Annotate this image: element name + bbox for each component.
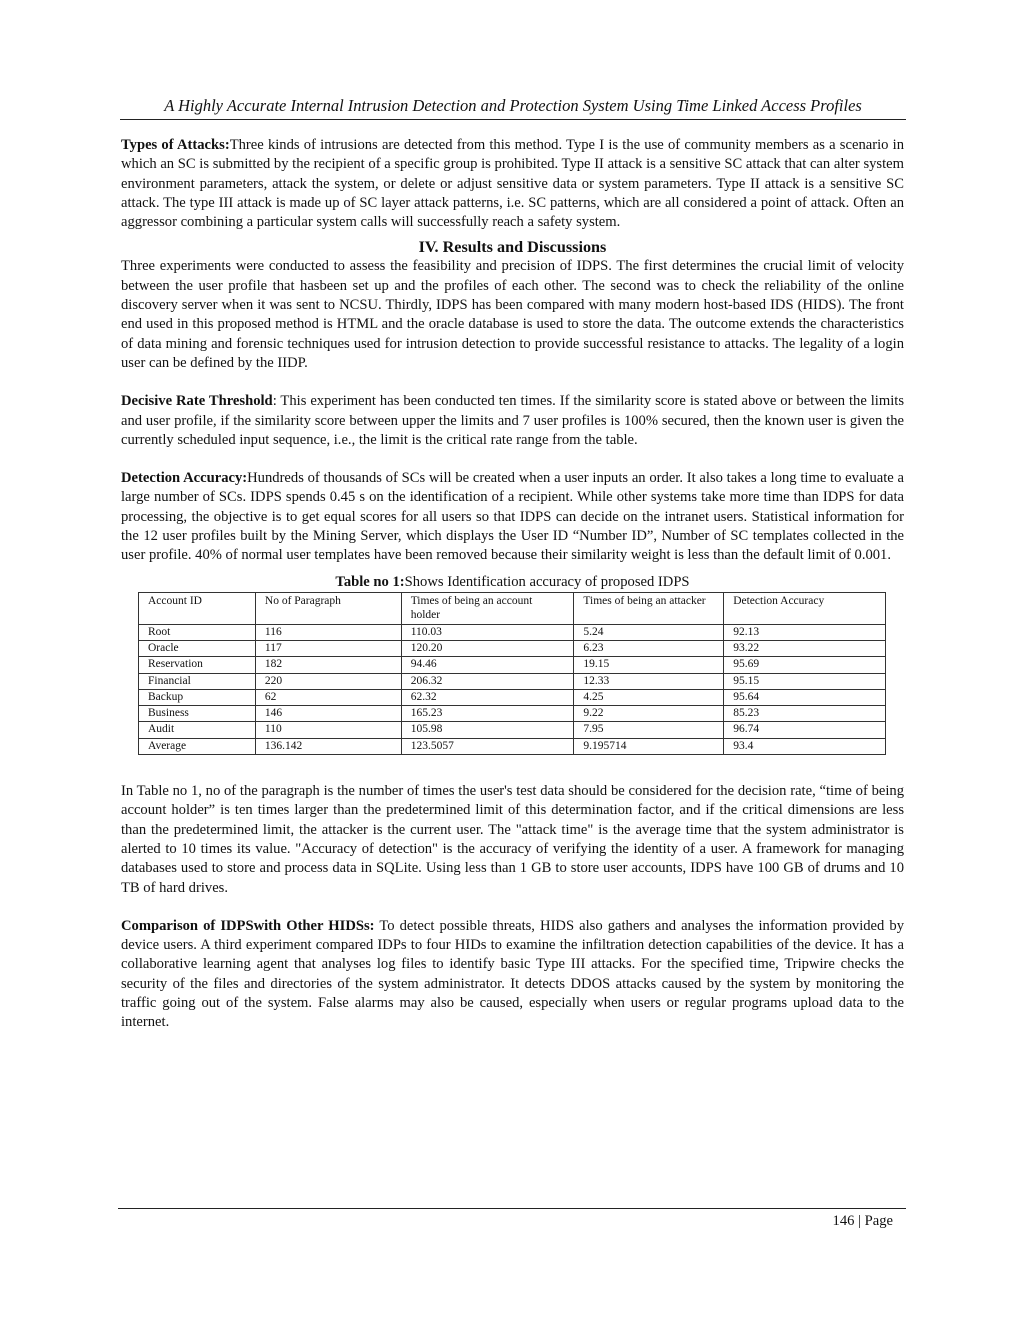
table-cell: 96.74 [724,722,886,738]
results-heading: IV. Results and Discussions [418,238,607,257]
table-cell: 120.20 [401,640,574,656]
table-cell: Oracle [139,640,256,656]
table-cell: 93.4 [724,738,886,754]
table-row [139,689,886,705]
table-cell: 85.23 [724,706,886,722]
table-cell: 62 [255,689,401,705]
detection-accuracy-paragraph [121,469,904,565]
table-row [139,640,886,656]
table-cell: 6.23 [574,640,724,656]
column-header: Times of being an attacker [574,592,724,624]
table-caption [121,573,904,592]
table-cell: 4.25 [574,689,724,705]
table-cell: 110.03 [401,624,574,640]
table-cell: Reservation [139,657,256,673]
table-row [139,624,886,640]
decisive-rate-paragraph [121,392,904,450]
table-cell: 19.15 [574,657,724,673]
table-cell: Audit [139,722,256,738]
table-cell: 105.98 [401,722,574,738]
detection-accuracy-text: Hundreds of thousands of SCs will be created when a user inputs an order. It also takes a long time to evaluate a large number of SCs. IDPS spends 0.45 s on the identification of a recipient. While other systems take more time than IDPS for data processing, the objective is to get equal scores for all users so that IDPS can decide on the intranet users. Statistical information for the 12 user profiles built by the Mining Server, which displays the User ID “Number ID”, Number of SC templates collected in the user profile. 40% of normal user templates have been removed because their similarity weight is less than the default limit of 0.001. [121,470,904,564]
page-body [121,136,904,1033]
header-divider [120,119,906,120]
table-cell: 92.13 [724,624,886,640]
comparison-label: Comparison of IDPSwith Other HIDSs: [121,917,375,934]
table-cell: Business [139,706,256,722]
table-caption-text: Shows Identification accuracy of proposed IDPS [404,573,690,590]
decisive-rate-label: Decisive Rate Threshold [121,393,273,410]
table-cell: 93.22 [724,640,886,656]
table-cell: Root [139,624,256,640]
column-header: No of Paragraph [255,592,401,624]
table-row [139,738,886,754]
table-cell: 136.142 [255,738,401,754]
page-number: 146 | Page [832,1213,893,1229]
types-of-attacks-paragraph [121,136,904,232]
paragraph-gap [121,450,904,469]
table-cell: 5.24 [574,624,724,640]
comparison-text: To detect possible threats, HIDS also gathers and analyses the information provided by device users. A third experiment compared IDPs to four HIDs to examine the infiltration detection capabilities of the device. It has a collaborative learning agent that analyses log files to identify basic Type III attacks. For the specified time, Tripwire checks the security of the files and directories of the system administrator. It detects DDOS attacks caused by the system by monitoring the traffic going out of the system. False alarms may also be caused, especially when users or regular programs upload data to the internet. [121,917,904,1031]
table-cell: 12.33 [574,673,724,689]
types-of-attacks-text: Three kinds of intrusions are detected from this method. Type I is the use of community members as a scenario in which an SC is submitted by the recipient of a specific group is prohibited. Type II attack is a sensitive SC attack that can alter system environment parameters, attack the system, or delete or adjust sensitive data or system parameters. Type II attack is a sensitive SC attack. The type III attack is made up of SC layer attack patterns, i.e. SC patterns, which are all considered a point of attack. Often an aggressor combining a particular system calls will successfully reach a safety system. [121,137,904,231]
table-cell: 9.22 [574,706,724,722]
table-cell: 117 [255,640,401,656]
table-cell: 62.32 [401,689,574,705]
paragraph-gap [121,373,904,392]
table-cell: Backup [139,689,256,705]
types-of-attacks-label: Types of Attacks: [121,137,230,153]
table-cell: 95.64 [724,689,886,705]
detection-accuracy-label: Detection Accuracy: [121,470,248,487]
column-header: Detection Accuracy [724,592,886,624]
table-cell: 123.5057 [401,738,574,754]
table-row [139,657,886,673]
table-row [139,673,886,689]
table-body [139,624,886,754]
table-cell: 116 [255,624,401,640]
table-cell: 9.195714 [574,738,724,754]
table-cell: 220 [255,673,401,689]
paragraph-gap [121,755,904,782]
table-header-row [139,592,886,624]
table-row [139,706,886,722]
table-cell: 165.23 [401,706,574,722]
table-row [139,722,886,738]
comparison-paragraph [121,917,904,1033]
table-cell: 110 [255,722,401,738]
table-cell: 206.32 [401,673,574,689]
identification-accuracy-table [138,592,886,755]
column-header: Times of being an account holder [401,592,574,624]
results-intro-paragraph: Three experiments were conducted to assess the feasibility and precision of IDPS. The first determines the crucial limit of velocity between the user profile that hasbeen set up and the profiles of each other. The second was to check the reliability of the online discovery server when it was sent to NCSU. Thirdly, IDPS has been compared with many modern host-based IDS (HIDS). The front end used in this proposed method is HTML and the oracle database is used to store the data. The outcome extends the characteristics of data mining and forensic techniques used for intrusion detection to provide successful resistance to attacks. The legality of a login user can be defined by the IIDP. [121,258,904,371]
table-cell: 7.95 [574,722,724,738]
running-header: A Highly Accurate Internal Intrusion Detection and Protection System Using Time Linked Access Profiles [164,96,862,115]
table-cell: 95.69 [724,657,886,673]
table-cell: 94.46 [401,657,574,673]
decisive-rate-text: : This experiment has been conducted ten times. If the similarity score is stated above or between the limits and user profile, if the similarity score between upper the limits and 7 user profiles is 100% secured, then the known user is given the currently scheduled input sequence, i.e., the limit is the critical rate range from the table. [121,393,905,448]
column-header: Account ID [139,592,256,624]
table-discussion-paragraph: In Table no 1, no of the paragraph is the number of times the user's test data should be considered for the decision rate, “time of being account holder” is ten times larger than the predetermined limit of this determination factor, and if the critical dimensions are less than the predetermined limit, the attacker is the current user. The "attack time" is the average time that the system administrator is alerted to 10 times its value. "Accuracy of detection" is the accuracy of verifying the identity of a user. A framework for managing databases used to store and process data in SQLite. Using less than 1 GB to store user accounts, IDPS have 100 GB of drums and 10 TB of hard drives. [121,783,904,896]
table-cell: 95.15 [724,673,886,689]
table-caption-label: Table no 1: [335,573,405,590]
footer-divider [118,1208,906,1209]
table-cell: 146 [255,706,401,722]
table-cell: Average [139,738,256,754]
table-cell: 182 [255,657,401,673]
paragraph-gap [121,898,904,917]
table-cell: Financial [139,673,256,689]
